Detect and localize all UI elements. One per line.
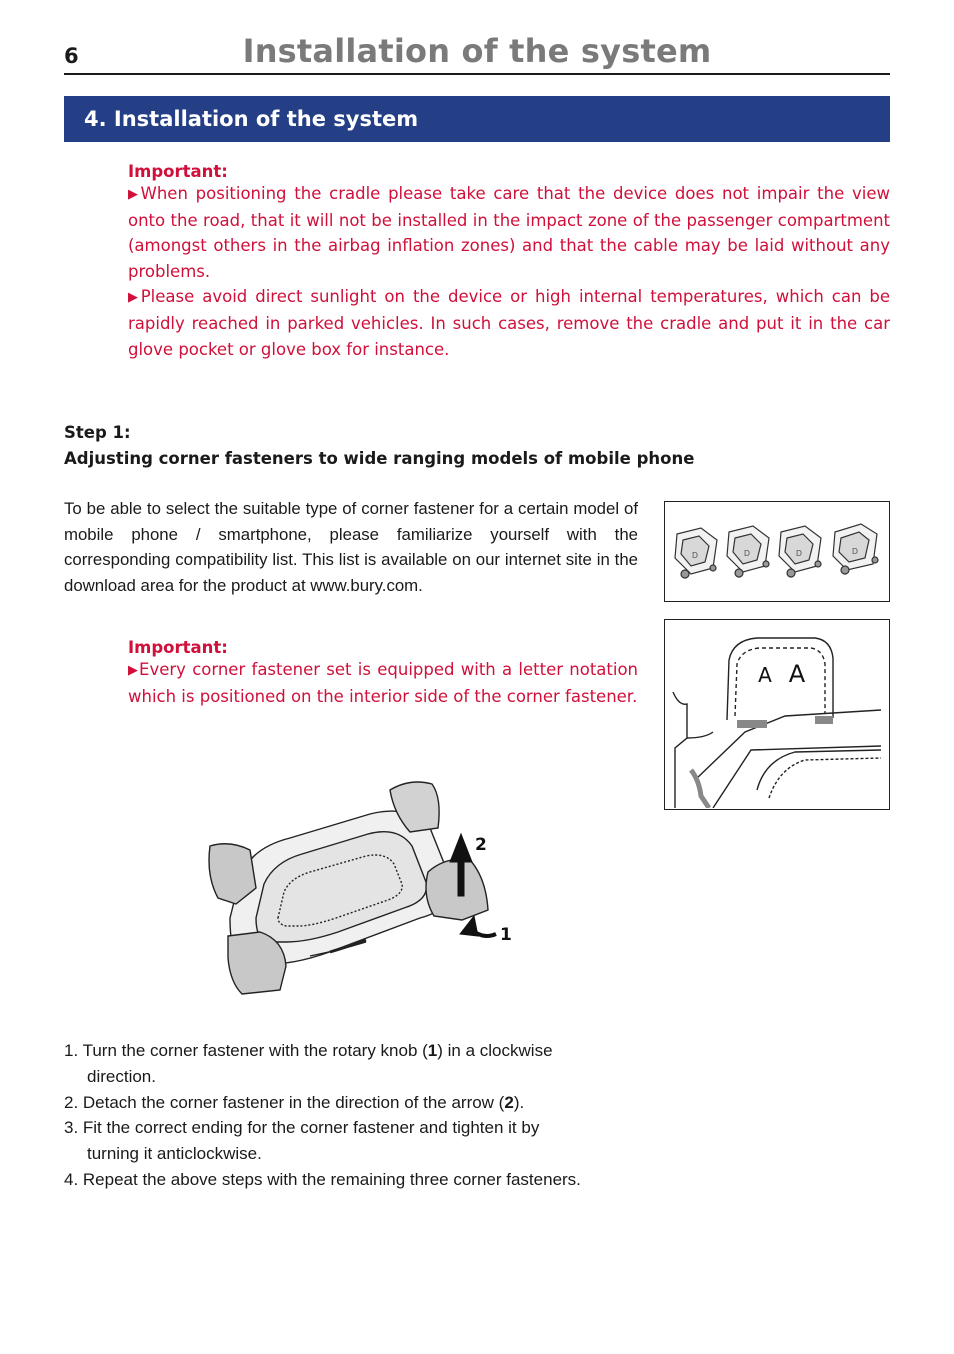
corner-fasteners-illustration <box>665 502 888 600</box>
fastener-letter: D <box>691 551 699 560</box>
list-item: 2. Detach the corner fastener in the direction of the arrow (2). <box>64 1092 525 1112</box>
triangle-right-icon: ▶ <box>128 663 140 678</box>
cradle-illustration <box>190 768 530 1008</box>
header-rule <box>64 73 890 75</box>
cradle-figure <box>190 768 530 1008</box>
section-heading: 4. Installation of the system <box>64 96 890 142</box>
corner-fasteners-figure <box>664 501 890 602</box>
letter-notation-figure <box>664 619 890 810</box>
important-heading: Important: <box>128 162 228 181</box>
step-title: Adjusting corner fasteners to wide ranging models of mobile phone <box>64 449 695 468</box>
triangle-right-icon: ▶ <box>128 290 141 306</box>
letter-notation-illustration <box>665 620 888 808</box>
list-item: 4. Repeat the above steps with the remaining three corner fasteners. <box>64 1169 581 1189</box>
arrow-label-2: 2 <box>475 835 487 855</box>
detail-letter: A <box>788 660 806 688</box>
fastener-letter: D <box>851 547 859 556</box>
list-item: 3. Fit the correct ending for the corner fastener and tighten it by turning it anticlockwise. <box>64 1118 540 1164</box>
important-bullet: ▶Every corner fastener set is equipped with a letter notation which is positioned on the interior side of the corner fastener. <box>128 660 639 706</box>
important-heading: Important: <box>128 638 228 657</box>
page-title: Installation of the system <box>242 32 712 70</box>
step-heading <box>64 420 824 472</box>
important-notice-1 <box>128 162 890 362</box>
instruction-list <box>64 1038 638 1193</box>
detail-letter: A <box>758 663 772 687</box>
arrow-label-1: 1 <box>500 925 512 945</box>
triangle-right-icon: ▶ <box>128 187 141 202</box>
list-item: 1. Turn the corner fastener with the rotary knob (1) in a clockwise direction. <box>64 1041 553 1086</box>
fastener-letter: D <box>743 549 751 558</box>
important-bullet-1: ▶When positioning the cradle please take care that the device does not impair the view onto the road, that it will not be installed in the impact zone of the passenger compartment (amongst others in the airbag inflation zones) and that the cable may be laid without any problems. <box>128 184 890 281</box>
intro-paragraph: To be able to select the suitable type of corner fastener for a certain model of mobile phone / smartphone, please familiarize yourself with the corresponding compatibility list. This list is available on our internet site in the download area for the product at www.bury.com. <box>64 499 638 595</box>
step-label: Step 1: <box>64 423 131 442</box>
important-bullet-2: ▶Please avoid direct sunlight on the device or high internal temperatures, which can be rapidly reached in parked vehicles. In such cases, remove the cradle and put it in the car glove pocket or glove box for instance. <box>128 287 891 359</box>
important-notice-2 <box>128 638 638 709</box>
fastener-letter: D <box>795 549 803 558</box>
page-number: 6 <box>64 44 79 68</box>
